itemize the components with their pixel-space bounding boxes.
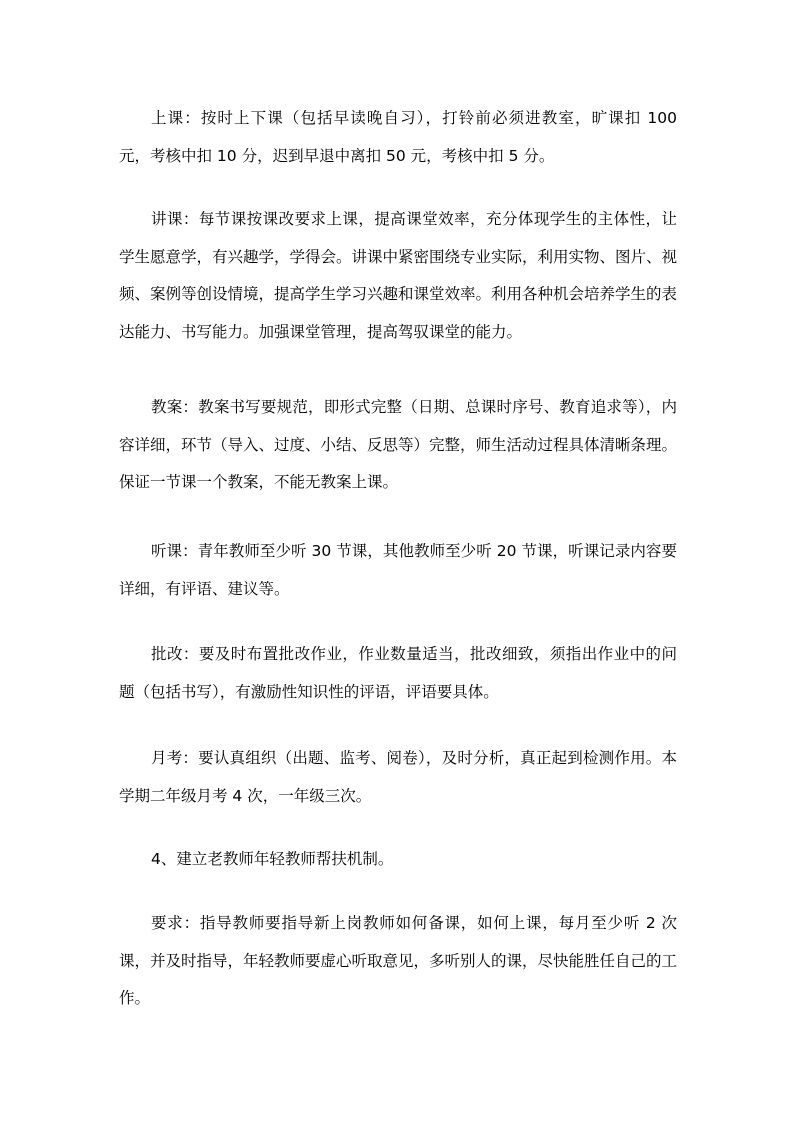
paragraph-mentoring-requirements: 要求：指导教师要指导新上岗教师如何备课，如何上课，每月至少听 2 次课，并及时指导，年轻教师要虚心听取意见，多听别人的课，尽快能胜任自己的工作。 bbox=[119, 914, 678, 1007]
paragraph-grading: 批改：要及时布置批改作业，作业数量适当，批改细致，须指出作业中的问题（包括书写），有激励性知识性的评语，评语要具体。 bbox=[119, 645, 677, 701]
paragraph-attendance: 上课：按时上下课（包括早读晚自习），打铃前必须进教室，旷课扣 100 元，考核中扣 10 分，迟到早退中离扣 50 元，考核中扣 5 分。 bbox=[119, 109, 677, 165]
paragraph-lecturing: 讲课：每节课按课改要求上课，提高课堂效率，充分体现学生的主体性，让学生愿意学，有兴趣学，学得会。讲课中紧密围绕专业实际，利用实物、图片、视频、案例等创设情境，提高学生学习兴趣和课堂效率。利用各种机会培养学生的表达能力、书写能力。加强课堂管理，提高驾驭课堂的能力。 bbox=[119, 210, 678, 341]
section-heading-mentoring: 4、建立老教师年轻教师帮扶机制。 bbox=[151, 850, 394, 868]
paragraph-monthly-exams: 月考：要认真组织（出题、监考、阅卷），及时分析，真正起到检测作用。本学期二年级月考 4 次，一年级三次。 bbox=[119, 749, 677, 805]
paragraph-class-observation: 听课：青年教师至少听 30 节课，其他教师至少听 20 节课，听课记录内容要详细，有评语、建议等。 bbox=[119, 542, 677, 598]
paragraph-lesson-plans: 教案：教案书写要规范，即形式完整（日期、总课时序号、教育追求等），内容详细，环节（导入、过度、小结、反思等）完整，师生活动过程具体清晰条理。保证一节课一个教案，不能无教案上课。 bbox=[119, 398, 678, 491]
